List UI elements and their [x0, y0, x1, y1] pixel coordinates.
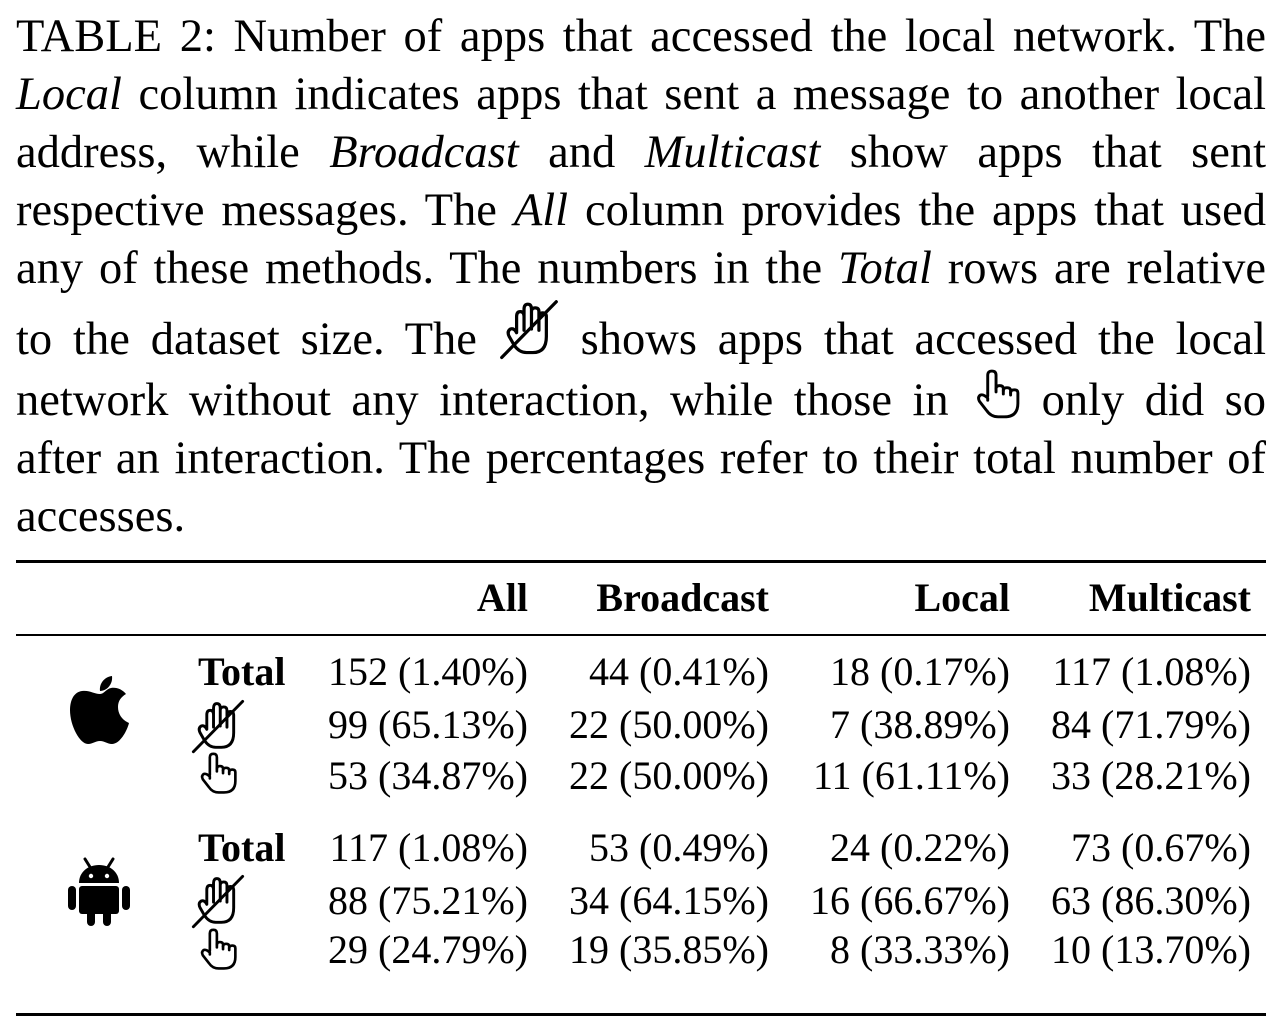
interaction-hand-icon	[969, 369, 1021, 421]
android-icon	[68, 857, 130, 927]
caption-broadcast-term: Broadcast	[329, 127, 519, 178]
no-interaction-hand-icon	[498, 298, 560, 360]
table-cell: 152 (1.40%)	[328, 649, 528, 694]
row-label-total: Total	[198, 649, 286, 694]
table-cell: 19 (35.85%)	[569, 927, 769, 972]
table-cell: 22 (50.00%)	[569, 753, 769, 798]
table-cell: 53 (34.87%)	[328, 753, 528, 798]
caption-text-1: TABLE 2: Number of apps that accessed the local network. The	[16, 11, 1266, 62]
table-cell: 88 (75.21%)	[328, 878, 528, 923]
table-cell: 7 (38.89%)	[830, 702, 1010, 747]
table-cell: 11 (61.11%)	[813, 753, 1010, 798]
caption-local-term: Local	[16, 69, 122, 120]
table-cell: 117 (1.08%)	[1052, 649, 1251, 694]
table-cell: 8 (33.33%)	[830, 927, 1010, 972]
column-header-all: All	[476, 575, 528, 620]
caption-total-term: Total	[837, 243, 932, 294]
column-header-local: Local	[914, 575, 1010, 620]
column-header-broadcast: Broadcast	[596, 575, 769, 620]
no-interaction-hand-icon	[190, 873, 246, 929]
table-cell: 16 (66.67%)	[810, 878, 1010, 923]
table-cell: 10 (13.70%)	[1051, 927, 1251, 972]
table-top-rule	[16, 560, 1266, 563]
caption-text-3: and	[518, 127, 645, 178]
table-cell: 53 (0.49%)	[589, 825, 769, 870]
column-header-multicast: Multicast	[1088, 575, 1251, 620]
interaction-hand-icon	[194, 752, 238, 796]
caption-multicast-term: Multicast	[644, 127, 821, 178]
table-cell: 34 (64.15%)	[569, 878, 769, 923]
table-bottom-rule	[16, 1013, 1266, 1016]
caption-text-4: show apps that sent respective messages. The	[16, 127, 1267, 236]
table-cell: 33 (28.21%)	[1051, 753, 1251, 798]
caption-text-2: column indicates apps that sent a message to another local address, while	[16, 69, 1266, 178]
table-header-rule	[16, 634, 1266, 636]
table-cell: 44 (0.41%)	[589, 649, 769, 694]
table-cell: 73 (0.67%)	[1071, 825, 1251, 870]
caption-text-7: shows apps that accessed the local network without any interaction, while those in	[16, 314, 1267, 426]
caption-text-8: only did so after an interaction. The percentages refer to their total number of accesses.	[16, 375, 1267, 542]
table-cell: 18 (0.17%)	[830, 649, 1010, 694]
table-cell: 22 (50.00%)	[569, 702, 769, 747]
caption-all-term: All	[513, 185, 569, 236]
caption-text-5: column provides the apps that used any of these methods. The numbers in the	[16, 185, 1266, 294]
table-cell: 84 (71.79%)	[1051, 702, 1251, 747]
interaction-hand-icon	[194, 928, 238, 972]
table-caption	[16, 8, 1266, 546]
apple-icon	[70, 676, 130, 746]
table-cell: 63 (86.30%)	[1051, 878, 1251, 923]
no-interaction-hand-icon	[190, 698, 246, 754]
row-label-total: Total	[198, 825, 286, 870]
table-cell: 29 (24.79%)	[328, 927, 528, 972]
table-cell: 99 (65.13%)	[328, 702, 528, 747]
caption-text-6: rows are relative to the dataset size. The	[16, 243, 1266, 365]
table-cell: 24 (0.22%)	[830, 825, 1010, 870]
table-cell: 117 (1.08%)	[329, 825, 528, 870]
